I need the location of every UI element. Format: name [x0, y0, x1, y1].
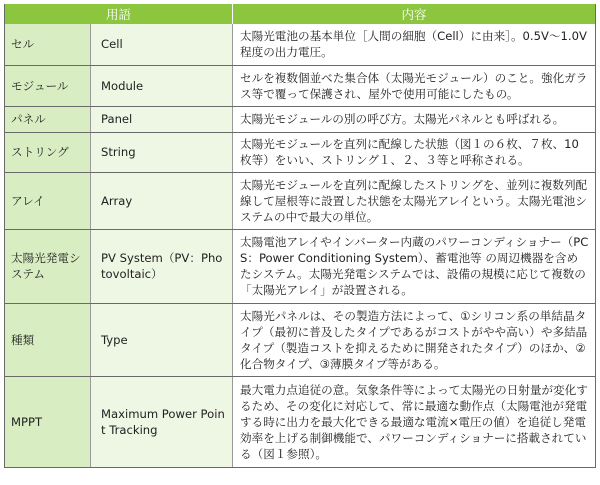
- term-cell: セル: [5, 24, 91, 65]
- header-term: 用語: [5, 4, 233, 24]
- description-cell: 太陽光モジュールを直列に配線したストリングを、並列に複数列配線して屋根等に設置した状態を太陽光アレイという。太陽光電池システムの中で最大の単位。: [233, 172, 596, 229]
- table-row: [5, 376, 596, 467]
- description-cell: 太陽光モジュールの別の呼び方。太陽光パネルとも呼ばれる。: [233, 106, 596, 132]
- terminology-table-container: [4, 4, 595, 468]
- english-cell: Type: [91, 303, 233, 376]
- description-cell: 太陽光電池の基本単位［人間の細胞（Cell）に由来］。0.5V～1.0V 程度の出力電圧。: [233, 24, 596, 65]
- term-cell: 種類: [5, 303, 91, 376]
- term-cell: モジュール: [5, 65, 91, 106]
- table-header-row: [5, 4, 596, 24]
- term-cell: ストリング: [5, 132, 91, 172]
- table-row: [5, 132, 596, 172]
- table-row: [5, 24, 596, 65]
- table-row: [5, 229, 596, 303]
- table-row: [5, 303, 596, 376]
- english-cell: Maximum Power Point Tracking: [91, 376, 233, 467]
- english-cell: PV System（PV：Photovoltaic）: [91, 229, 233, 303]
- term-cell: パネル: [5, 106, 91, 132]
- description-cell: 太陽光モジュールを直列に配線した状態（図１の６枚、７枚、10枚等）をいい、ストリング１、２、３等と呼称される。: [233, 132, 596, 172]
- term-cell: 太陽光発電システム: [5, 229, 91, 303]
- term-cell: MPPT: [5, 376, 91, 467]
- table-row: [5, 172, 596, 229]
- term-cell: アレイ: [5, 172, 91, 229]
- description-cell: セルを複数個並べた集合体（太陽光モジュール）のこと。強化ガラス等で覆って保護され、屋外で使用可能にしたもの。: [233, 65, 596, 106]
- english-cell: Cell: [91, 24, 233, 65]
- english-cell: String: [91, 132, 233, 172]
- description-cell: 太陽電池アレイやインバーター内蔵のパワーコンディショナー（PCS：Power Conditioning System）、蓄電池等 の周辺機器を含めたシステム。太陽光発電システムでは、設備の規模に応じて複数の「太陽光アレイ」が設置される。: [233, 229, 596, 303]
- terminology-table: [4, 4, 596, 468]
- table-row: [5, 106, 596, 132]
- description-cell: 太陽光パネルは、その製造方法によって、①シリコン系の単結晶タイプ（最初に普及したタイプであるがコストがやや高い）や多結晶タイプ（製造コストを抑えるために開発されたタイプ）のほか、②化合物タイプ、③薄膜タイプ等がある。: [233, 303, 596, 376]
- english-cell: Panel: [91, 106, 233, 132]
- english-cell: Array: [91, 172, 233, 229]
- table-row: [5, 65, 596, 106]
- description-cell: 最大電力点追従の意。気象条件等によって太陽光の日射量が変化するため、その変化に対応して、常に最適な動作点（太陽電池が発電する時に出力を最大化できる最適な電流×電圧の値）を追従し発電効率を上げる制御機能で、パワーコンディショナーに搭載されている（図１参照）。: [233, 376, 596, 467]
- english-cell: Module: [91, 65, 233, 106]
- header-content: 内容: [233, 4, 596, 24]
